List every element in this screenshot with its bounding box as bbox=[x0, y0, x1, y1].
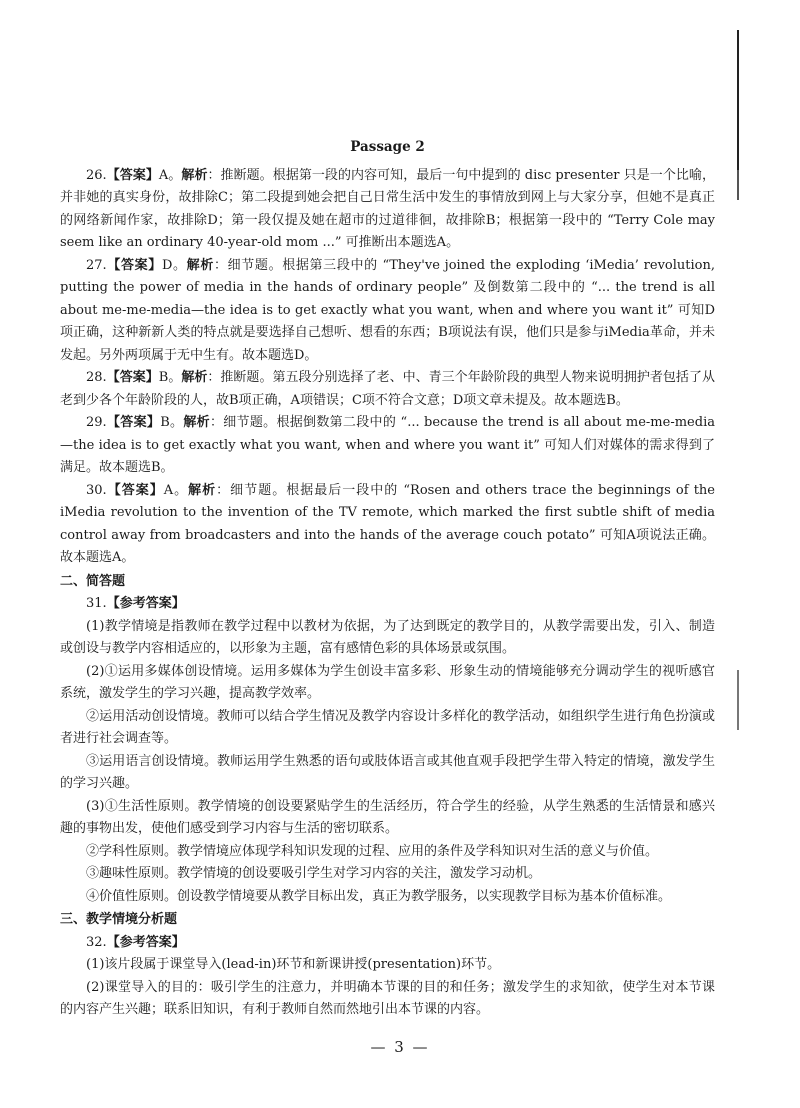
answer-item-29: 29.【答案】B。解析：细节题。根据倒数第二段中的 “... because the trend is all about me-me-media—the idea is to get exactly what you want, when and where you want it” 可知人们对媒体的需求得到了满足。故本题选B。 bbox=[60, 415, 715, 475]
q31-para: (2)①运用多媒体创设情境。运用多媒体为学生创设丰富多彩、形象生动的情境能够充分调动学生的视听感官系统，激发学生的学习兴趣，提高教学效率。 bbox=[60, 663, 715, 701]
q31-header: 31.【参考答案】 bbox=[86, 596, 185, 611]
q31-para: (1)教学情境是指教师在教学过程中以教材为依据，为了达到既定的教学目的，从教学需要出发，引入、制造或创设与教学内容相适应的，以形象为主题，富有感情色彩的具体场景或氛围。 bbox=[60, 618, 715, 656]
answer-item-26: 26.【答案】A。解析：推断题。根据第一段的内容可知，最后一句中提到的 disc presenter 只是一个比喻，并非她的真实身份，故排除C；第二段提到她会把自己日常生活中发生的事情放到网上与大家分享，但她不是真正的网络新闻作家，故排除D；第一段仅提及她在超市的过道徘徊，故排除B；根据第一段中的 “Terry Cole may seem like an ordinary 40-year-old mom ...” 可推断出本题选A。 bbox=[60, 167, 715, 250]
q32-para: (2)课堂导入的目的：吸引学生的注意力，并明确本节课的目的和任务；激发学生的求知欲，使学生对本节课的内容产生兴趣；联系旧知识，有利于教师自然而然地引出本节课的内容。 bbox=[60, 979, 715, 1017]
q31-para: ③运用语言创设情境。教师运用学生熟悉的语句或肢体语言或其他直观手段把学生带入特定的情境，激发学生的学习兴趣。 bbox=[60, 753, 715, 791]
q31-para: ③趣味性原则。教学情境的创设要吸引学生对学习内容的关注，激发学习动机。 bbox=[86, 866, 542, 881]
scan-edge-line bbox=[737, 30, 739, 1100]
q31-para: ④价值性原则。创设教学情境要从教学目标出发，真正为教学服务，以实现教学目标为基本价值标准。 bbox=[86, 888, 672, 904]
q32-para: (1)该片段属于课堂导入(lead-in)环节和新课讲授(presentation)环节。 bbox=[86, 957, 501, 972]
q32-header: 32.【参考答案】 bbox=[86, 934, 185, 950]
page-number: — 3 — bbox=[370, 1038, 430, 1056]
answer-content bbox=[60, 136, 715, 1022]
q31-para: ②学科性原则。教学情境应体现学科知识发现的过程、应用的条件及学科知识对生活的意义与价值。 bbox=[86, 843, 659, 859]
q31-para: ②运用活动创设情境。教师可以结合学生情况及教学内容设计多样化的教学活动，如组织学生进行角色扮演或者进行社会调查等。 bbox=[60, 708, 715, 746]
answer-item-30: 30.【答案】A。解析：细节题。根据最后一段中的 “Rosen and others trace the beginnings of the iMedia revolution to the invention of the TV remote, which marked the first subtle shift of media control away from broadcasters and into the hands of the average couch potato” 可知A项说法正确。故本题选A。 bbox=[60, 482, 715, 565]
section-heading-situation-analysis: 三、教学情境分析题 bbox=[60, 912, 178, 927]
passage-title: Passage 2 bbox=[350, 139, 425, 155]
q31-para: (3)①生活性原则。教学情境的创设要紧贴学生的生活经历，符合学生的经验，从学生熟悉的生活情景和感兴趣的事物出发，使他们感受到学习内容与生活的密切联系。 bbox=[60, 798, 715, 836]
answer-item-28: 28.【答案】B。解析：推断题。第五段分别选择了老、中、青三个年龄阶段的典型人物来说明拥护者包括了从老到少各个年龄阶段的人，故B项正确，A项错误；C项不符合文意；D项文章未提及。故本题选B。 bbox=[60, 370, 715, 408]
answer-item-27: 27.【答案】D。解析：细节题。根据第三段中的 “They've joined the exploding ‘iMedia’ revolution, putting the power of media in the hands of ordinary people” 及倒数第二段中的 “... the trend is all about me-me-media—the idea is to get exactly what you want, when and where you want it” 可知D项正确，这种新新人类的特点就是要选择自己想听、想看的东西；B项说法有误，他们只是参与iMedia革命，并未发起。另外两项属于无中生有。故本题选D。 bbox=[60, 257, 715, 363]
section-heading-short-answer: 二、简答题 bbox=[60, 573, 126, 589]
